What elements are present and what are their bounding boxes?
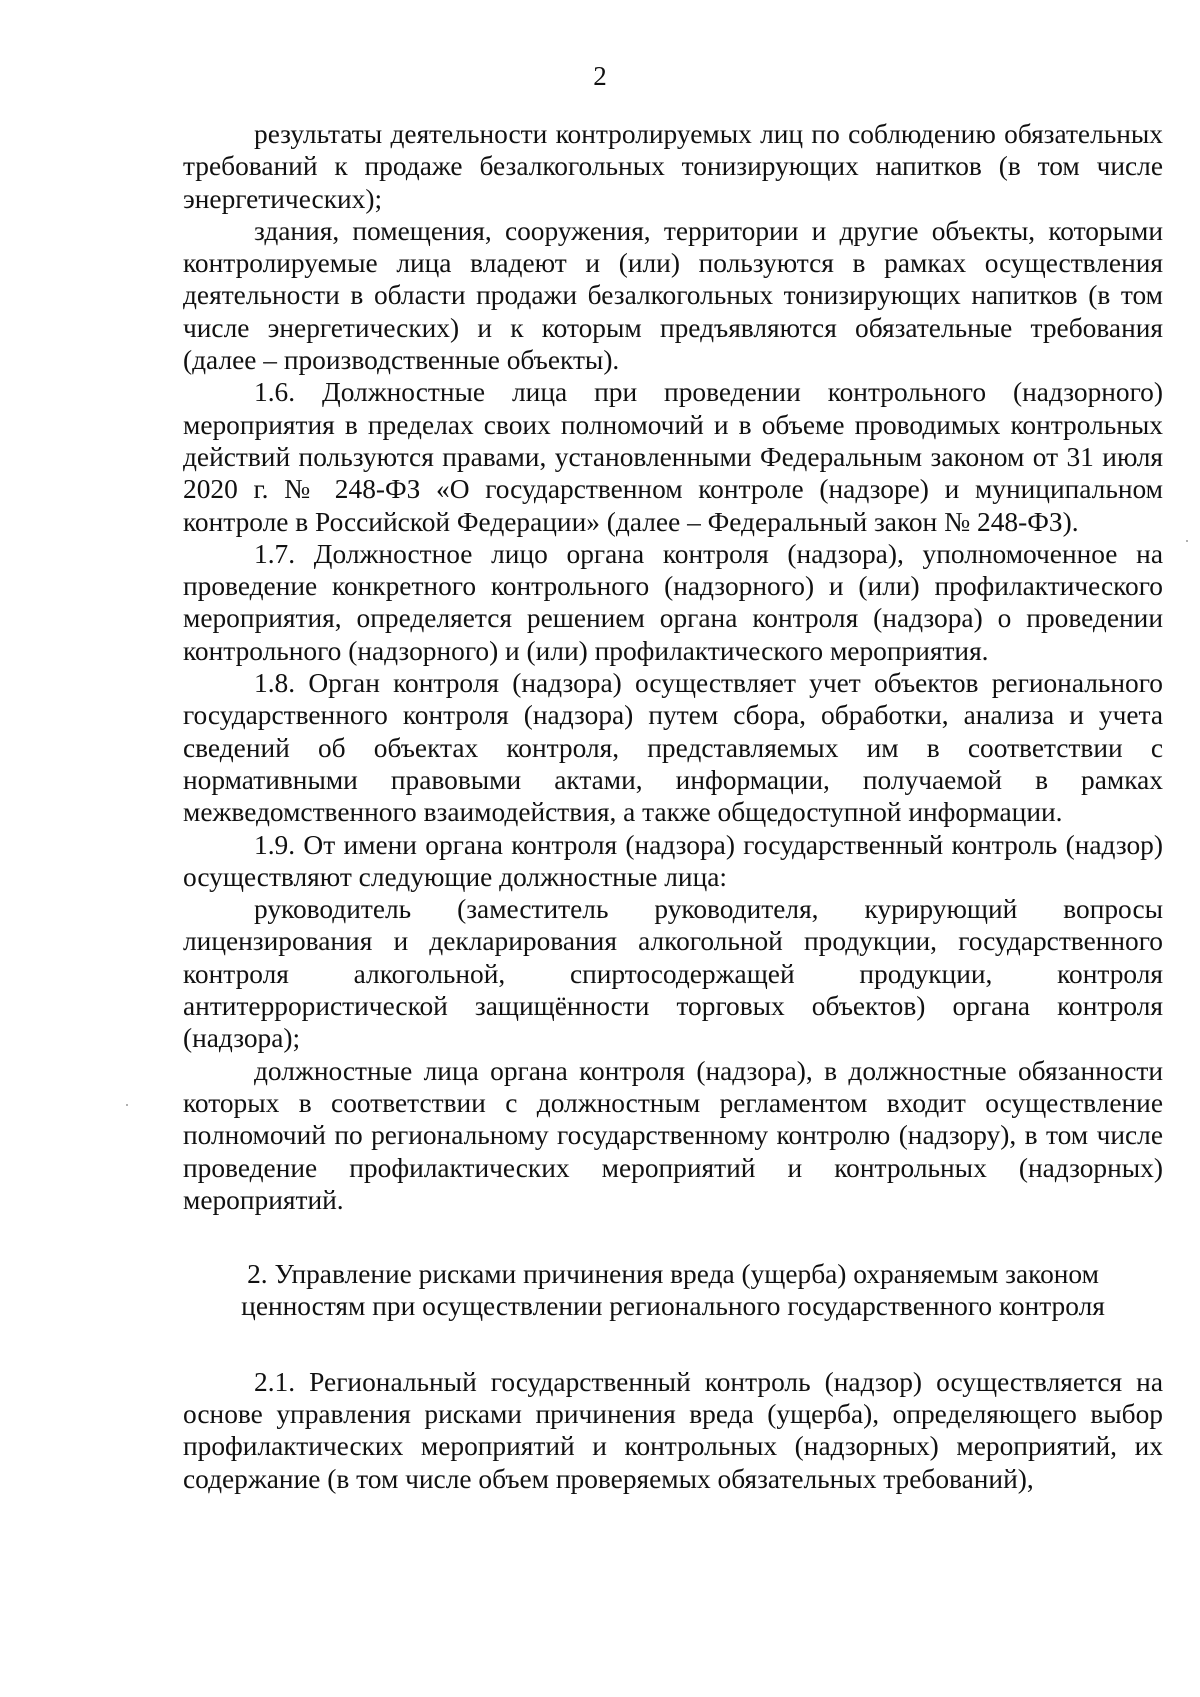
page-number: 2: [593, 61, 607, 91]
document-body: [183, 118, 1163, 1495]
paragraph-officials: должностные лица органа контроля (надзора), в должностные обязанности которых в соответствии с должностным регламентом входит осуществление полномочий по региональному государственному контролю (надзору), в том числе проведение профилактических мероприятий и контрольных (надзорных) мероприятий.: [183, 1055, 1163, 1215]
paragraph-production-objects: здания, помещения, сооружения, территории и другие объекты, которыми контролируемые лица владеют и (или) пользуются в рамках осуществления деятельности в области продажи безалкогольных тонизирующих напитков (в том числе энергетических) и к которым предъявляются обязательные требования (далее – производственные объекты).: [183, 215, 1163, 376]
scan-speck: [1186, 540, 1188, 542]
scan-speck: [126, 1104, 128, 1106]
paragraph-head-official: руководитель (заместитель руководителя, курирующий вопросы лицензирования и декларирования алкогольной продукции, государственного контроля алкогольной, спиртосодержащей продукции, контроля антитеррористической защищённости торговых объектов) органа контроля (надзора);: [183, 894, 1163, 1054]
paragraph-1-7: 1.7. Должностное лицо органа контроля (надзора), уполномоченное на проведение конкретного контрольного (надзорного) и (или) профилактического мероприятия, определяется решением органа контроля (надзора) о проведении контрольного (надзорного) и (или) профилактического мероприятия.: [183, 538, 1163, 666]
paragraph-1-9: 1.9. От имени органа контроля (надзора) государственный контроль (надзор) осуществляют следующие должностные лица:: [183, 829, 1163, 892]
paragraph-1-6: 1.6. Должностные лица при проведении контрольного (надзорного) мероприятия в пределах своих полномочий и в объеме проводимых контрольных действий пользуются правами, установленными Федеральным законом от 31 июля 2020 г. № 248-ФЗ «О государственном контроле (надзоре) и муниципальном контроле в Российской Федерации» (далее – Федеральный закон № 248-ФЗ).: [183, 377, 1163, 537]
paragraph-results: результаты деятельности контролируемых лиц по соблюдению обязательных требований к продаже безалкогольных тонизирующих напитков (в том числе энергетических);: [183, 119, 1163, 214]
paragraph-2-1: 2.1. Региональный государственный контроль (надзор) осуществляется на основе управления рисками причинения вреда (ущерба), определяющего выбор профилактических мероприятий и контрольных (надзорных) мероприятий, их содержание (в том числе объем проверяемых обязательных требований),: [183, 1366, 1163, 1494]
section-2-heading: 2. Управление рисками причинения вреда (ущерба) охраняемым законом ценностям при осуществлении регионального государственного контроля: [241, 1259, 1105, 1322]
paragraph-1-8: 1.8. Орган контроля (надзора) осуществляет учет объектов регионального государственного контроля (надзора) путем сбора, обработки, анализа и учета сведений об объектах контроля, представляемых им в соответствии с нормативными правовыми актами, информации, получаемой в рамках межведомственного взаимодействия, а также общедоступной информации.: [183, 668, 1163, 828]
